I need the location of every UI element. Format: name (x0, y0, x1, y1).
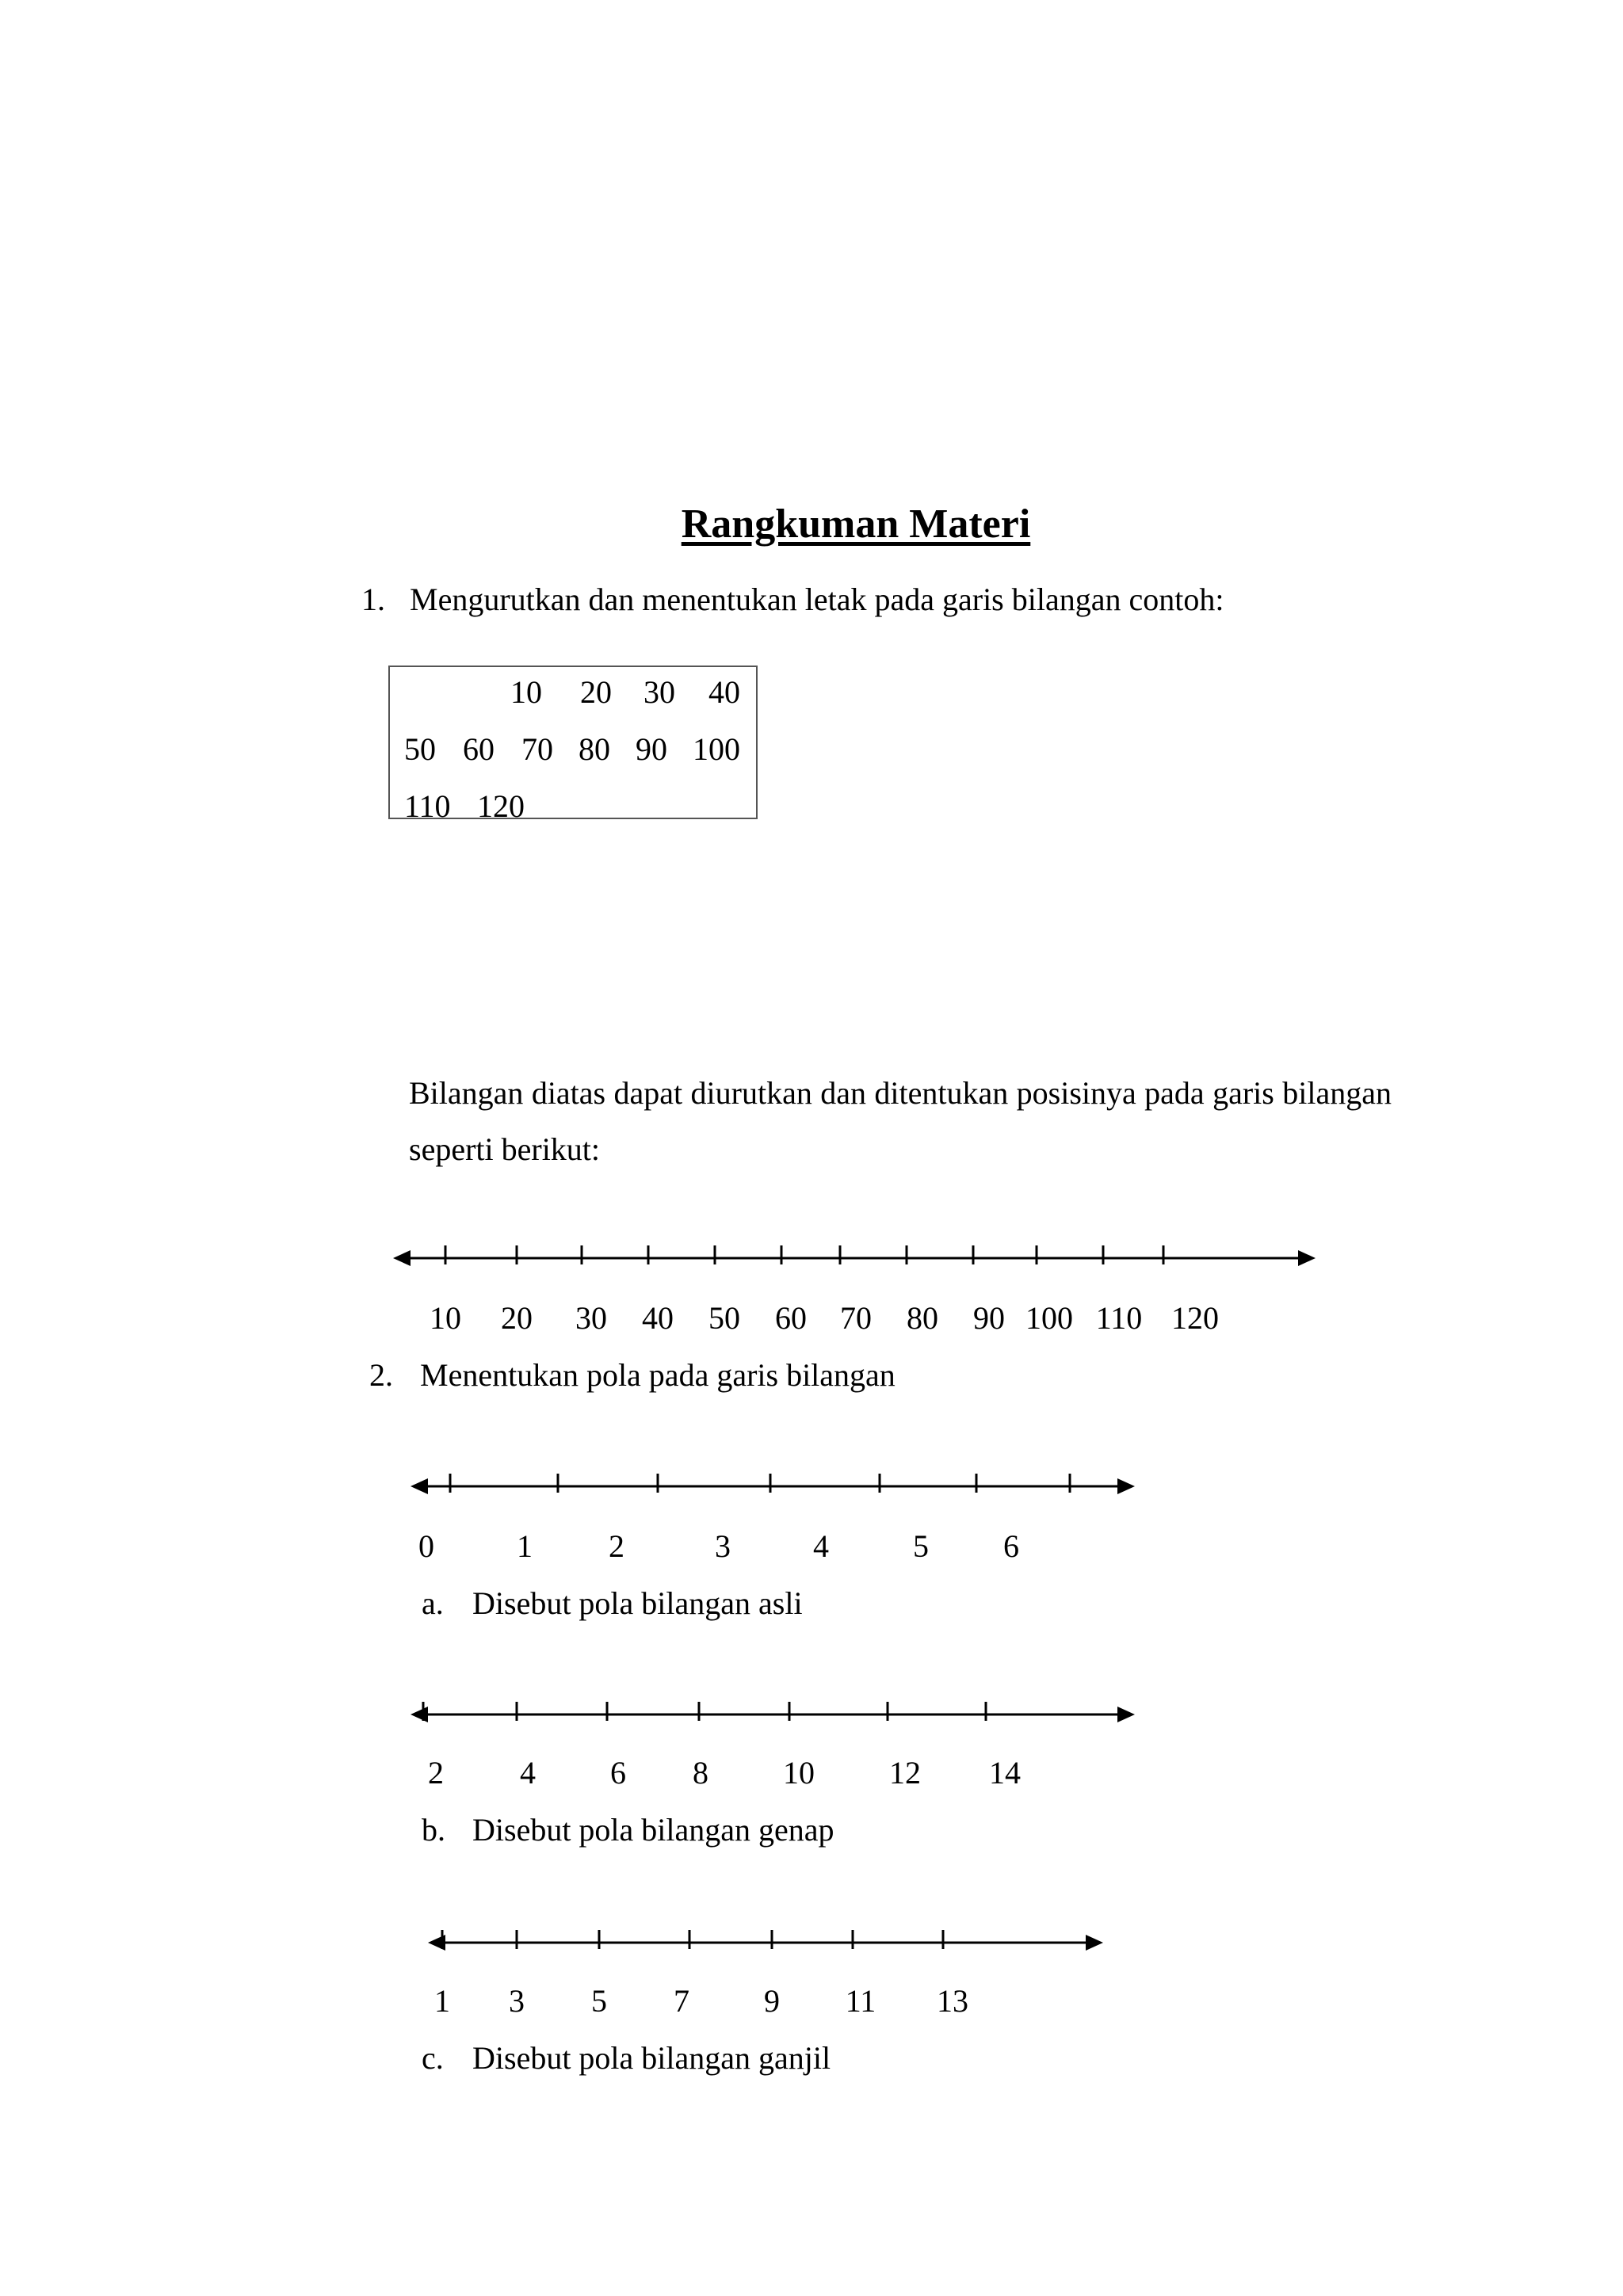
tick-label: 6 (610, 1755, 626, 1791)
tick-label: 120 (1171, 1300, 1219, 1336)
box-number: 120 (477, 788, 525, 824)
box-number: 40 (708, 674, 740, 710)
tick-label: 90 (973, 1300, 1005, 1336)
tick-label: 50 (708, 1300, 740, 1336)
right-arrow-icon (1086, 1935, 1103, 1951)
tick-label: 6 (1003, 1528, 1019, 1564)
box-number: 70 (521, 731, 553, 767)
tick-label: 5 (591, 1983, 607, 2019)
tick-label: 70 (840, 1300, 872, 1336)
tick-label: 1 (434, 1983, 450, 2019)
tick-label: 4 (813, 1528, 829, 1564)
tick-label: 5 (913, 1528, 929, 1564)
tick-label: 40 (642, 1300, 674, 1336)
item1-number: 1. (361, 582, 385, 617)
tick-label: 11 (845, 1983, 876, 2019)
pattern-c-letter: c. (422, 2040, 444, 2076)
item2-number: 2. (369, 1357, 393, 1393)
tick-label: 8 (693, 1755, 708, 1791)
pattern-a-letter: a. (422, 1585, 444, 1621)
tick-label: 30 (575, 1300, 607, 1336)
tick-label: 60 (775, 1300, 807, 1336)
box-number: 20 (580, 674, 612, 710)
tick-label: 14 (989, 1755, 1021, 1791)
box-number: 90 (636, 731, 667, 767)
tick-label: 10 (783, 1755, 815, 1791)
tick-label: 110 (1095, 1300, 1143, 1336)
tick-label: 12 (889, 1755, 921, 1791)
tick-label: 0 (418, 1528, 434, 1564)
tick-label: 3 (509, 1983, 525, 2019)
item1-text: Mengurutkan dan menentukan letak pada garis bilangan contoh: (410, 582, 1224, 617)
pattern-b-caption: Disebut pola bilangan genap (472, 1812, 834, 1848)
box-number: 10 (510, 674, 542, 710)
box-number: 50 (404, 731, 436, 767)
tick-label: 13 (937, 1983, 968, 2019)
tick-label: 7 (674, 1983, 689, 2019)
pattern-c-caption: Disebut pola bilangan ganjil (472, 2040, 831, 2076)
tick-label: 100 (1025, 1300, 1073, 1336)
item2-text: Menentukan pola pada garis bilangan (420, 1357, 896, 1393)
tick-label: 2 (428, 1755, 444, 1791)
tick-label: 3 (715, 1528, 731, 1564)
tick-label: 80 (907, 1300, 938, 1336)
tick-label: 2 (609, 1528, 624, 1564)
box-number: 30 (643, 674, 675, 710)
tick-label: 9 (764, 1983, 780, 2019)
tick-label: 4 (520, 1755, 536, 1791)
pattern-b-letter: b. (422, 1812, 445, 1848)
tick-label: 10 (430, 1300, 461, 1336)
explanation-paragraph: Bilangan diatas dapat diurutkan dan ditentukan posisinya pada garis bilangan seperti berikut: (409, 1075, 1392, 1167)
page-title: Rangkuman Materi (681, 502, 1031, 547)
tick-label: 20 (501, 1300, 533, 1336)
tick-label: 1 (517, 1528, 533, 1564)
pattern-a-caption: Disebut pola bilangan asli (472, 1585, 803, 1621)
box-number: 60 (463, 731, 495, 767)
box-number: 110 (404, 788, 451, 824)
box-number: 80 (579, 731, 610, 767)
box-number: 100 (693, 731, 740, 767)
